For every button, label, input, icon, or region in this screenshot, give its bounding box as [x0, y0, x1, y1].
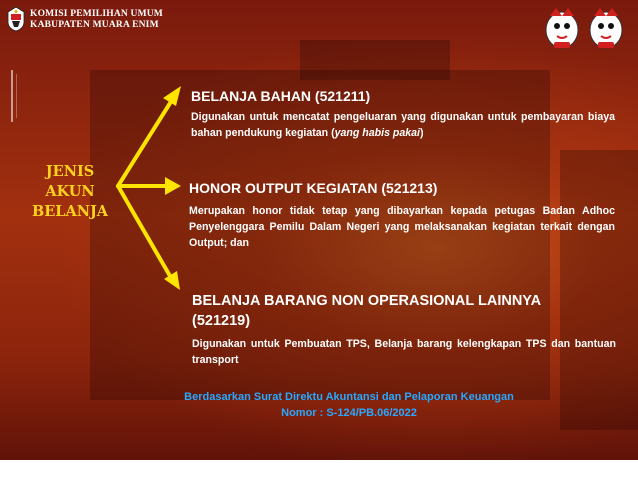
account-type-line3: BELANJA	[31, 203, 109, 220]
item-2-title: HONOR OUTPUT KEGIATAN (521213)	[189, 180, 438, 196]
decorative-line	[16, 74, 17, 118]
background-building-wing	[560, 150, 638, 430]
account-type-label	[30, 162, 110, 222]
item-1-title: BELANJA BAHAN (521211)	[191, 88, 371, 104]
decorative-line	[11, 70, 13, 122]
reference-line2: Nomor : S-124/PB.06/2022	[281, 407, 417, 419]
account-type-line1: JENIS	[45, 163, 95, 180]
org-name	[30, 9, 163, 31]
item-3-title-line1: BELANJA BARANG NON OPERASIONAL LAINNYA	[192, 293, 542, 309]
org-line1: KOMISI PEMILIHAN UMUM	[30, 9, 163, 19]
kpu-logo-icon	[6, 6, 26, 32]
item-3-title-line2: (521219)	[192, 313, 251, 329]
item-2-description: Merupakan honor tidak tetap yang dibayarkan kepada petugas Badan Adhoc Penyelenggara Pemilu Dalam Negeri yang melaksanakan kegiatan terkait dengan Output; dan	[189, 205, 615, 249]
account-type-line2: AKUN	[45, 183, 95, 200]
item-3-description: Digunakan untuk Pembuatan TPS, Belanja barang kelengkapan TPS dan bantuan transport	[192, 338, 616, 366]
background-building-tower	[300, 40, 450, 80]
item-1-description-end: )	[420, 127, 424, 139]
item-1-description	[191, 109, 615, 141]
item-1-description-main: Digunakan untuk mencatat pengeluaran yang digunakan untuk pembayaran biaya bahan pendukung kegiatan (	[191, 111, 615, 139]
item-3-title	[192, 291, 541, 331]
reference-note	[150, 389, 548, 421]
reference-line1: Berdasarkan Surat Direktu Akuntansi dan Pelaporan Keuangan	[184, 391, 514, 403]
bottom-bar	[0, 460, 638, 478]
org-line2: KABUPATEN MUARA ENIM	[30, 20, 159, 30]
item-1-description-italic: yang habis pakai	[334, 127, 420, 139]
mascot-icon	[542, 6, 628, 52]
